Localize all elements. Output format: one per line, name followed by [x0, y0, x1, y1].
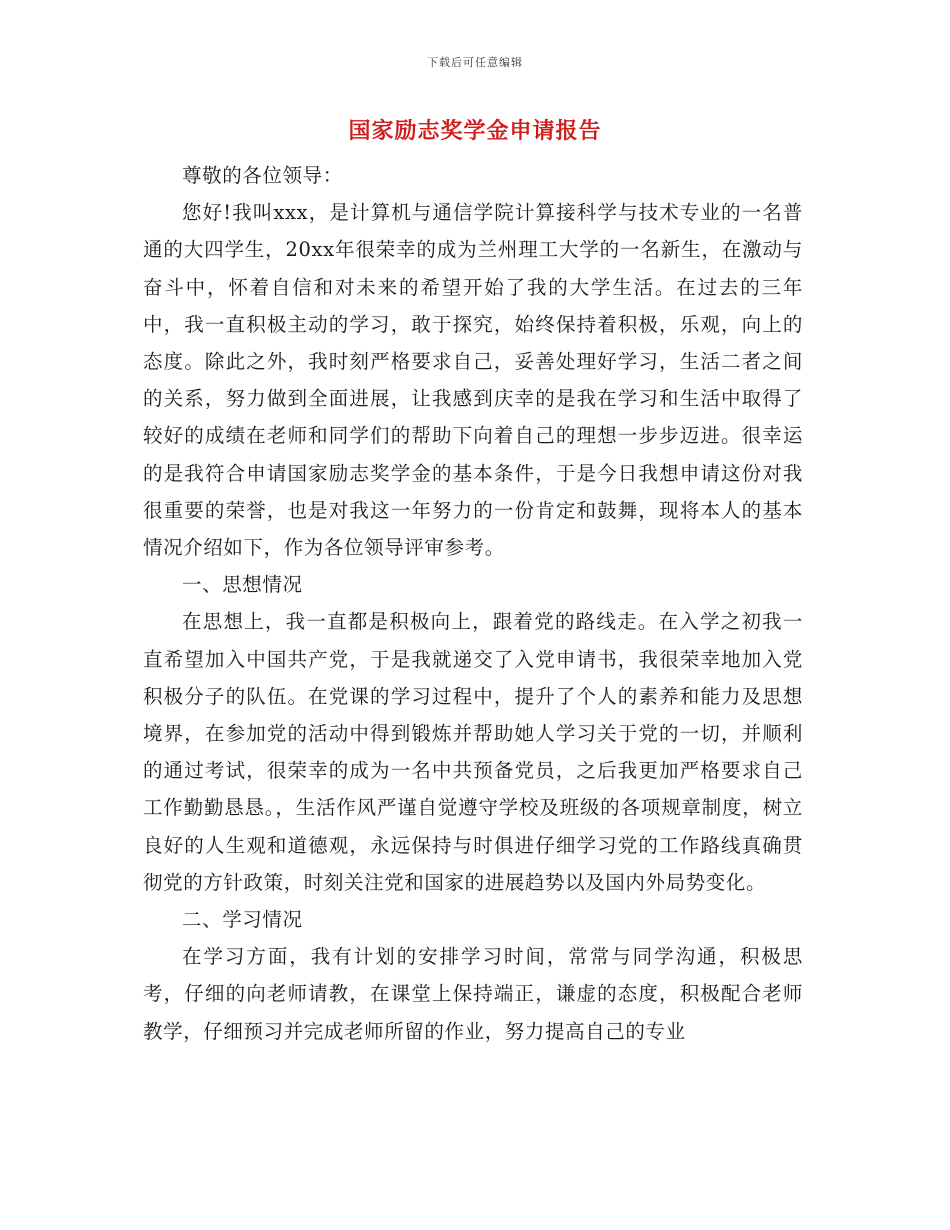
thought-paragraph: 在思想上，我一直都是积极向上，跟着党的路线走。在入学之初我一直希望加入中国共产党，于是我就递交了入党申请书，我很荣幸地加入党积极分子的队伍。在党课的学习过程中，提升了个人的素养和能力及思想境界，在参加党的活动中得到锻炼并帮助她人学习关于党的一切，并顺利的通过考试，很荣幸的成为一名中共预备党员，之后我更加严格要求自己工作勤勤恳恳。，生活作风严谨自觉遵守学校及班级的各项规章制度，树立良好的人生观和道德观，永远保持与时俱进仔细学习党的工作路线真确贯彻党的方针政策，时刻关注党和国家的进展趋势以及国内外局势变化。 [143, 610, 803, 894]
section-heading-study: 二、学习情况 [182, 908, 303, 932]
document-title: 国家励志奖学金申请报告 [348, 119, 602, 144]
intro-paragraph: 您好!我叫xxx，是计算机与通信学院计算接科学与技术专业的一名普通的大四学生，20xx年很荣幸的成为兰州理工大学的一名新生，在激动与奋斗中，怀着自信和对未来的希望开始了我的大学生活。在过去的三年中，我一直积极主动的学习，敢于探究，始终保持着积极，乐观，向上的态度。除此之外，我时刻严格要求自己，妥善处理好学习，生活二者之间的关系，努力做到全面进展，让我感到庆幸的是我在学习和生活中取得了较好的成绩在老师和同学们的帮助下向着自己的理想一步步迈进。很幸运的是我符合申请国家励志奖学金的基本条件，于是今日我想申请这份对我很重要的荣誉，也是对我这一年努力的一份肯定和鼓舞，现将本人的基本情况介绍如下，作为各位领导评审参考。 [143, 201, 803, 560]
salutation: 尊敬的各位领导： [182, 164, 343, 187]
study-paragraph: 在学习方面，我有计划的安排学习时间，常常与同学沟通，积极思考，仔细的向老师请教，在课堂上保持端正，谦虚的态度，积极配合老师教学，仔细预习并完成老师所留的作业，努力提高自己的专业 [143, 945, 803, 1043]
document-body [143, 157, 803, 1050]
header-note: 下载后可任意编辑 [427, 56, 523, 69]
section-heading-thought: 一、思想情况 [182, 573, 303, 597]
